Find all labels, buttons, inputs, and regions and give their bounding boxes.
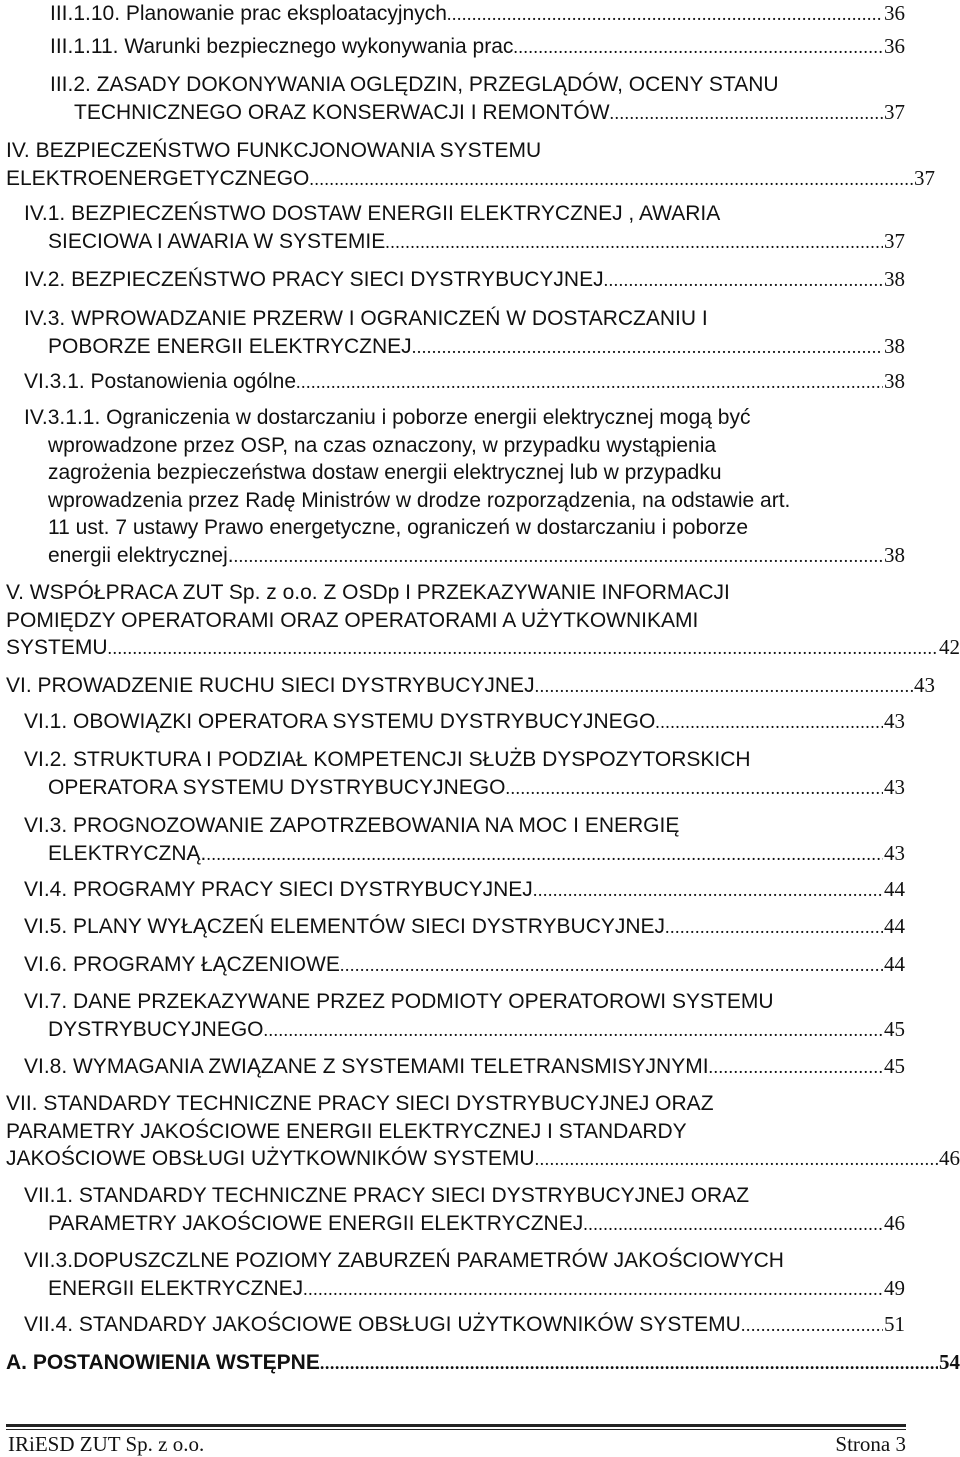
toc-entry[interactable]	[6, 672, 935, 701]
toc-entry-title: VII.4. STANDARDY JAKOŚCIOWE OBSŁUGI UŻYTKOWNIKÓW SYSTEMU	[24, 1313, 741, 1336]
toc-entry[interactable]	[24, 200, 905, 256]
toc-page-number: 43	[914, 673, 935, 697]
toc-page-number: 51	[884, 1312, 905, 1336]
toc-entry-title: ENERGII ELEKTRYCZNEJ	[48, 1276, 304, 1300]
toc-dot-leader	[309, 166, 913, 194]
toc-entry-line: 11 ust. 7 ustawy Prawo energetyczne, ograniczeń w dostarczaniu i poborze	[48, 516, 748, 539]
toc-dot-leader	[535, 673, 913, 701]
toc-entry-line: III.2. ZASADY DOKONYWANIA OGLĘDZIN, PRZEGLĄDÓW, OCENY STANU	[50, 73, 779, 96]
toc-entry-line: zagrożenia bezpieczeństwa dostaw energii elektrycznej lub w przypadku	[48, 461, 722, 484]
toc-dot-leader	[741, 1312, 883, 1340]
toc-entry[interactable]	[24, 746, 905, 802]
toc-entry-line: IV. BEZPIECZEŃSTWO FUNKCJONOWANIA SYSTEMU	[6, 139, 542, 162]
toc-entry-line: VI.7. DANE PRZEKAZYWANE PRZEZ PODMIOTY OPERATOROWI SYSTEMU	[24, 990, 774, 1013]
toc-entry-title: VI.6. PROGRAMY ŁĄCZENIOWE	[24, 953, 340, 976]
toc-entry-title: OPERATORA SYSTEMU DYSTRYBUCYJNEGO	[48, 775, 506, 799]
toc-page-number: 37	[884, 99, 905, 124]
toc-page-number: 37	[884, 228, 905, 253]
toc-dot-leader	[234, 543, 883, 571]
toc-entry[interactable]	[24, 1053, 905, 1082]
toc-entry[interactable]	[6, 1349, 960, 1378]
toc-dot-leader	[264, 1017, 884, 1045]
toc-entry-line: VII.1. STANDARDY TECHNICZNE PRACY SIECI DYSTRYBUCYJNEJ ORAZ	[24, 1184, 750, 1207]
toc-entry[interactable]	[24, 368, 905, 397]
toc-entry-line: IV.3.1.1. Ograniczenia w dostarczaniu i poborze energii elektrycznej mogą być	[24, 406, 751, 429]
footer-divider	[6, 1424, 906, 1427]
toc-entry-line: VI.2. STRUKTURA I PODZIAŁ KOMPETENCJI SŁUŻB DYSPOZYTORSKICH	[24, 748, 751, 771]
toc-dot-leader	[303, 1276, 883, 1304]
toc-entry[interactable]	[24, 708, 905, 737]
toc-entry-line: VI.3. PROGNOZOWANIE ZAPOTRZEBOWANIA NA MOC I ENERGIĘ	[24, 814, 680, 837]
toc-entry[interactable]	[50, 0, 905, 29]
toc-page-number: 36	[884, 1, 905, 25]
footer-divider-thin	[6, 1429, 906, 1430]
toc-entry-title: IV.2. BEZPIECZEŃSTWO PRACY SIECI DYSTRYBUCYJNEJ	[24, 268, 604, 291]
toc-dot-leader	[535, 1146, 938, 1174]
toc-dot-leader	[533, 877, 883, 905]
toc-entry[interactable]	[24, 988, 905, 1044]
toc-entry[interactable]	[6, 1090, 960, 1174]
toc-dot-leader	[583, 1211, 883, 1239]
toc-entry-title: VI.1. OBOWIĄZKI OPERATORA SYSTEMU DYSTRYBUCYJNEGO	[24, 710, 656, 733]
toc-entry-line: PARAMETRY JAKOŚCIOWE ENERGII ELEKTRYCZNEJ I STANDARDY	[6, 1119, 687, 1143]
toc-dot-leader	[665, 914, 883, 942]
toc-dot-leader	[385, 229, 883, 257]
toc-entry-line: IV.3. WPROWADZANIE PRZERW I OGRANICZEŃ W DOSTARCZANIU I	[24, 307, 708, 330]
toc-entry-title: VI. PROWADZENIE RUCHU SIECI DYSTRYBUCYJNEJ	[6, 674, 535, 697]
toc-entry-title: VI.5. PLANY WYŁĄCZEŃ ELEMENTÓW SIECI DYSTRYBUCYJNEJ	[24, 915, 666, 938]
toc-page-number: 44	[884, 914, 905, 938]
toc-page-number: 42	[939, 635, 960, 659]
toc-page-number: 44	[884, 877, 905, 901]
toc-dot-leader	[447, 1, 883, 29]
toc-entry-title: SIECIOWA I AWARIA W SYSTEMIE	[48, 229, 386, 253]
toc-dot-leader	[604, 267, 883, 295]
toc-page-number: 43	[884, 840, 905, 865]
toc-page-number: 38	[884, 333, 905, 358]
toc-page-number: 37	[914, 165, 935, 190]
toc-dot-leader	[108, 635, 938, 663]
toc-entry[interactable]	[24, 1182, 905, 1238]
toc-dot-leader	[505, 775, 883, 803]
toc-entry-line: V. WSPÓŁPRACA ZUT Sp. z o.o. Z OSDp I PRZEKAZYWANIE INFORMACJI	[6, 581, 730, 604]
toc-entry[interactable]	[24, 913, 905, 942]
toc-entry-line: VII. STANDARDY TECHNICZNE PRACY SIECI DYSTRYBUCYJNEJ ORAZ	[6, 1092, 714, 1115]
toc-page-number: 43	[884, 709, 905, 733]
toc-dot-leader	[296, 369, 883, 397]
toc-entry-title: ELEKTRYCZNĄ.	[48, 841, 207, 865]
toc-dot-leader	[340, 952, 883, 980]
toc-entry-line: IV.1. BEZPIECZEŃSTWO DOSTAW ENERGII ELEKTRYCZNEJ , AWARIA	[24, 202, 721, 225]
toc-page-number: 45	[884, 1054, 905, 1078]
toc-page-number: 43	[884, 774, 905, 799]
toc-dot-leader	[513, 34, 883, 62]
toc-entry-title: DYSTRYBUCYJNEGO	[48, 1017, 264, 1041]
toc-dot-leader	[610, 100, 883, 128]
footer-document-name: IRiESD ZUT Sp. z o.o.	[8, 1432, 205, 1456]
toc-entry[interactable]	[24, 1247, 905, 1303]
toc-entry-title: III.1.11. Warunki bezpiecznego wykonywania prac	[50, 35, 514, 58]
toc-entry-title: A. POSTANOWIENIA WSTĘPNE	[6, 1351, 320, 1374]
toc-entry-title: energii elektrycznej.	[48, 543, 234, 567]
toc-dot-leader	[412, 334, 883, 362]
toc-entry-title: TECHNICZNEGO ORAZ KONSERWACJI I REMONTÓW	[74, 100, 610, 124]
footer-page-number: Strona 3	[835, 1432, 906, 1456]
toc-entry[interactable]	[6, 579, 960, 663]
toc-page-number: 46	[939, 1146, 960, 1170]
toc-entry-title: III.1.10. Planowanie prac eksploatacyjnych	[50, 2, 447, 25]
toc-entry[interactable]	[24, 404, 905, 570]
toc-entry[interactable]	[6, 137, 935, 193]
toc-entry[interactable]	[24, 812, 905, 868]
toc-entry-line: POMIĘDZY OPERATORAMI ORAZ OPERATORAMI A UŻYTKOWNIKAMI	[6, 608, 699, 632]
toc-page-number: 49	[884, 1275, 905, 1300]
toc-page-number: 44	[884, 952, 905, 976]
toc-entry[interactable]	[24, 951, 905, 980]
toc-entry-title: PARAMETRY JAKOŚCIOWE ENERGII ELEKTRYCZNEJ	[48, 1211, 584, 1235]
toc-entry-title: VI.4. PROGRAMY PRACY SIECI DYSTRYBUCYJNEJ	[24, 878, 533, 901]
toc-dot-leader	[206, 841, 883, 869]
toc-page-number: 45	[884, 1016, 905, 1041]
toc-entry-title: JAKOŚCIOWE OBSŁUGI UŻYTKOWNIKÓW SYSTEMU	[6, 1147, 535, 1170]
toc-entry[interactable]	[50, 33, 905, 62]
toc-entry-line: wprowadzone przez OSP, na czas oznaczony, w przypadku wystąpienia	[48, 433, 717, 457]
toc-entry-title: VI.8. WYMAGANIA ZWIĄZANE Z SYSTEMAMI TELETRANSMISYJNYMI	[24, 1055, 709, 1078]
toc-entry-line: VII.3.DOPUSZCZLNE POZIOMY ZABURZEŃ PARAMETRÓW JAKOŚCIOWYCH	[24, 1249, 784, 1272]
toc-entry-title: SYSTEMU	[6, 636, 108, 659]
toc-dot-leader	[655, 709, 883, 737]
toc-entry[interactable]	[24, 876, 905, 905]
toc-entry[interactable]	[24, 266, 905, 295]
toc-entry-title: ELEKTROENERGETYCZNEGO	[6, 166, 310, 190]
toc-page-number: 46	[884, 1210, 905, 1235]
toc-dot-leader	[709, 1054, 883, 1082]
toc-entry[interactable]	[50, 71, 905, 127]
toc-page-number: 54	[939, 1350, 960, 1374]
toc-page-number: 38	[884, 267, 905, 291]
toc-entry[interactable]	[24, 1311, 905, 1340]
toc-page-number: 36	[884, 34, 905, 58]
toc-page-number: 38	[884, 369, 905, 393]
toc-entry[interactable]	[24, 305, 905, 361]
toc-page-number: 38	[884, 542, 905, 567]
toc-entry-title: VI.3.1. Postanowienia ogólne	[24, 370, 297, 393]
toc-dot-leader	[320, 1350, 938, 1378]
toc-entry-line: wprowadzenia przez Radę Ministrów w drodze rozporządzenia, na odstawie art.	[48, 488, 791, 512]
toc-entry-title: POBORZE ENERGII ELEKTRYCZNEJ	[48, 334, 412, 358]
